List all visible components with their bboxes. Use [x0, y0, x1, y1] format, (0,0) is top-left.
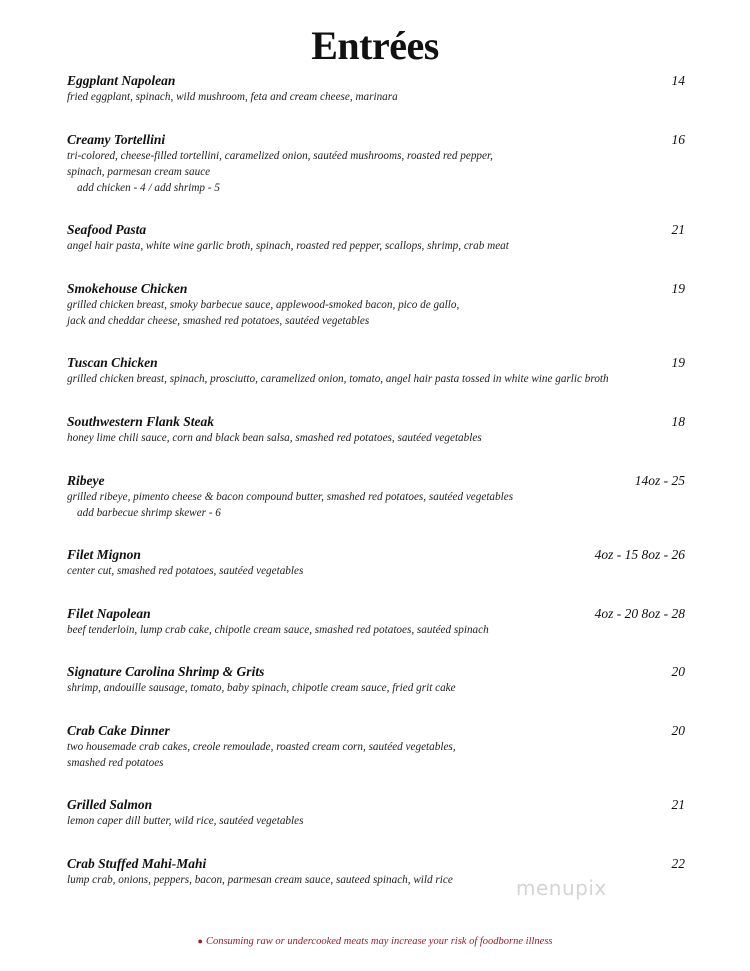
item-name: Eggplant Napolean — [67, 73, 176, 88]
item-description: beef tenderloin, lump crab cake, chipotle cream sauce, smashed red potatoes, sautéed spinach — [67, 624, 489, 636]
item-price: 4oz - 20 8oz - 28 — [594, 606, 685, 621]
item-name: Creamy Tortellini — [67, 132, 166, 147]
menu-item-creamy-tortellini — [67, 131, 685, 196]
item-description: lump crab, onions, peppers, bacon, parmesan cream sauce, sauteed spinach, wild rice — [67, 874, 453, 886]
item-description: jack and cheddar cheese, smashed red potatoes, sautéed vegetables — [67, 315, 370, 327]
item-name: Filet Mignon — [67, 547, 141, 562]
item-addon: add chicken - 4 / add shrimp - 5 — [77, 182, 220, 194]
item-price: 21 — [671, 222, 685, 237]
menu-item-tuscan-chicken — [67, 354, 685, 387]
bullet-icon: ● — [197, 936, 203, 946]
foodborne-illness-disclaimer — [0, 936, 750, 947]
item-description: lemon caper dill butter, wild rice, sautéed vegetables — [67, 815, 304, 827]
item-name: Filet Napolean — [67, 606, 151, 621]
item-price: 20 — [671, 664, 685, 679]
page-title: Entrées — [311, 23, 439, 68]
item-price: 18 — [671, 414, 685, 429]
menu-item-shrimp-and-grits — [67, 663, 685, 696]
item-description: tri-colored, cheese-filled tortellini, caramelized onion, sautéed mushrooms, roasted red pepper, — [67, 150, 493, 162]
menu-item-eggplant-napolean — [67, 72, 685, 105]
disclaimer-text: Consuming raw or undercooked meats may increase your risk of foodborne illness — [205, 936, 553, 947]
item-price: 19 — [671, 281, 685, 296]
item-name: Ribeye — [67, 473, 105, 488]
item-description: spinach, parmesan cream sauce — [67, 166, 211, 178]
item-name: Signature Carolina Shrimp & Grits — [67, 664, 265, 679]
item-description: grilled chicken breast, spinach, prosciutto, caramelized onion, tomato, angel hair pasta tossed in white wine garlic broth — [67, 373, 609, 385]
item-name: Smokehouse Chicken — [67, 281, 188, 296]
item-price: 14oz - 25 — [634, 473, 685, 488]
item-description: honey lime chili sauce, corn and black bean salsa, smashed red potatoes, sautéed vegetables — [67, 432, 482, 444]
item-name: Seafood Pasta — [67, 222, 147, 237]
menu-item-southwestern-flank-steak — [67, 413, 685, 446]
item-description: smashed red potatoes — [67, 757, 164, 769]
item-price: 21 — [671, 797, 685, 812]
item-name: Tuscan Chicken — [67, 355, 158, 370]
item-description: grilled chicken breast, smoky barbecue sauce, applewood-smoked bacon, pico de gallo, — [67, 299, 460, 311]
item-price: 22 — [671, 856, 685, 871]
menu-item-crab-cake-dinner — [67, 722, 685, 771]
item-description: fried eggplant, spinach, wild mushroom, feta and cream cheese, marinara — [67, 91, 398, 103]
item-description: angel hair pasta, white wine garlic broth, spinach, roasted red pepper, scallops, shrimp, crab meat — [67, 240, 509, 252]
item-price: 19 — [671, 355, 685, 370]
menu-item-filet-mignon — [67, 546, 685, 579]
item-name: Southwestern Flank Steak — [67, 414, 215, 429]
item-description: center cut, smashed red potatoes, sautéed vegetables — [67, 565, 304, 577]
item-name: Grilled Salmon — [67, 797, 153, 812]
item-description: two housemade crab cakes, creole remoulade, roasted cream corn, sautéed vegetables, — [67, 741, 456, 753]
item-price: 20 — [671, 723, 685, 738]
menu-item-ribeye — [67, 472, 685, 521]
menu-item-seafood-pasta — [67, 221, 685, 254]
item-name: Crab Stuffed Mahi-Mahi — [67, 856, 207, 871]
menu-item-grilled-salmon — [67, 796, 685, 829]
menu-item-filet-napolean — [67, 605, 685, 638]
item-price: 4oz - 15 8oz - 26 — [594, 547, 685, 562]
item-description: shrimp, andouille sausage, tomato, baby spinach, chipotle cream sauce, fried grit cake — [67, 682, 456, 694]
menupix-watermark: menupix — [516, 876, 607, 900]
item-price: 14 — [671, 73, 685, 88]
item-addon: add barbecue shrimp skewer - 6 — [77, 507, 221, 519]
item-price: 16 — [671, 132, 685, 147]
menu-item-smokehouse-chicken — [67, 280, 685, 329]
item-description: grilled ribeye, pimento cheese & bacon compound butter, smashed red potatoes, sautéed vegetables — [67, 491, 514, 503]
item-name: Crab Cake Dinner — [67, 723, 170, 738]
